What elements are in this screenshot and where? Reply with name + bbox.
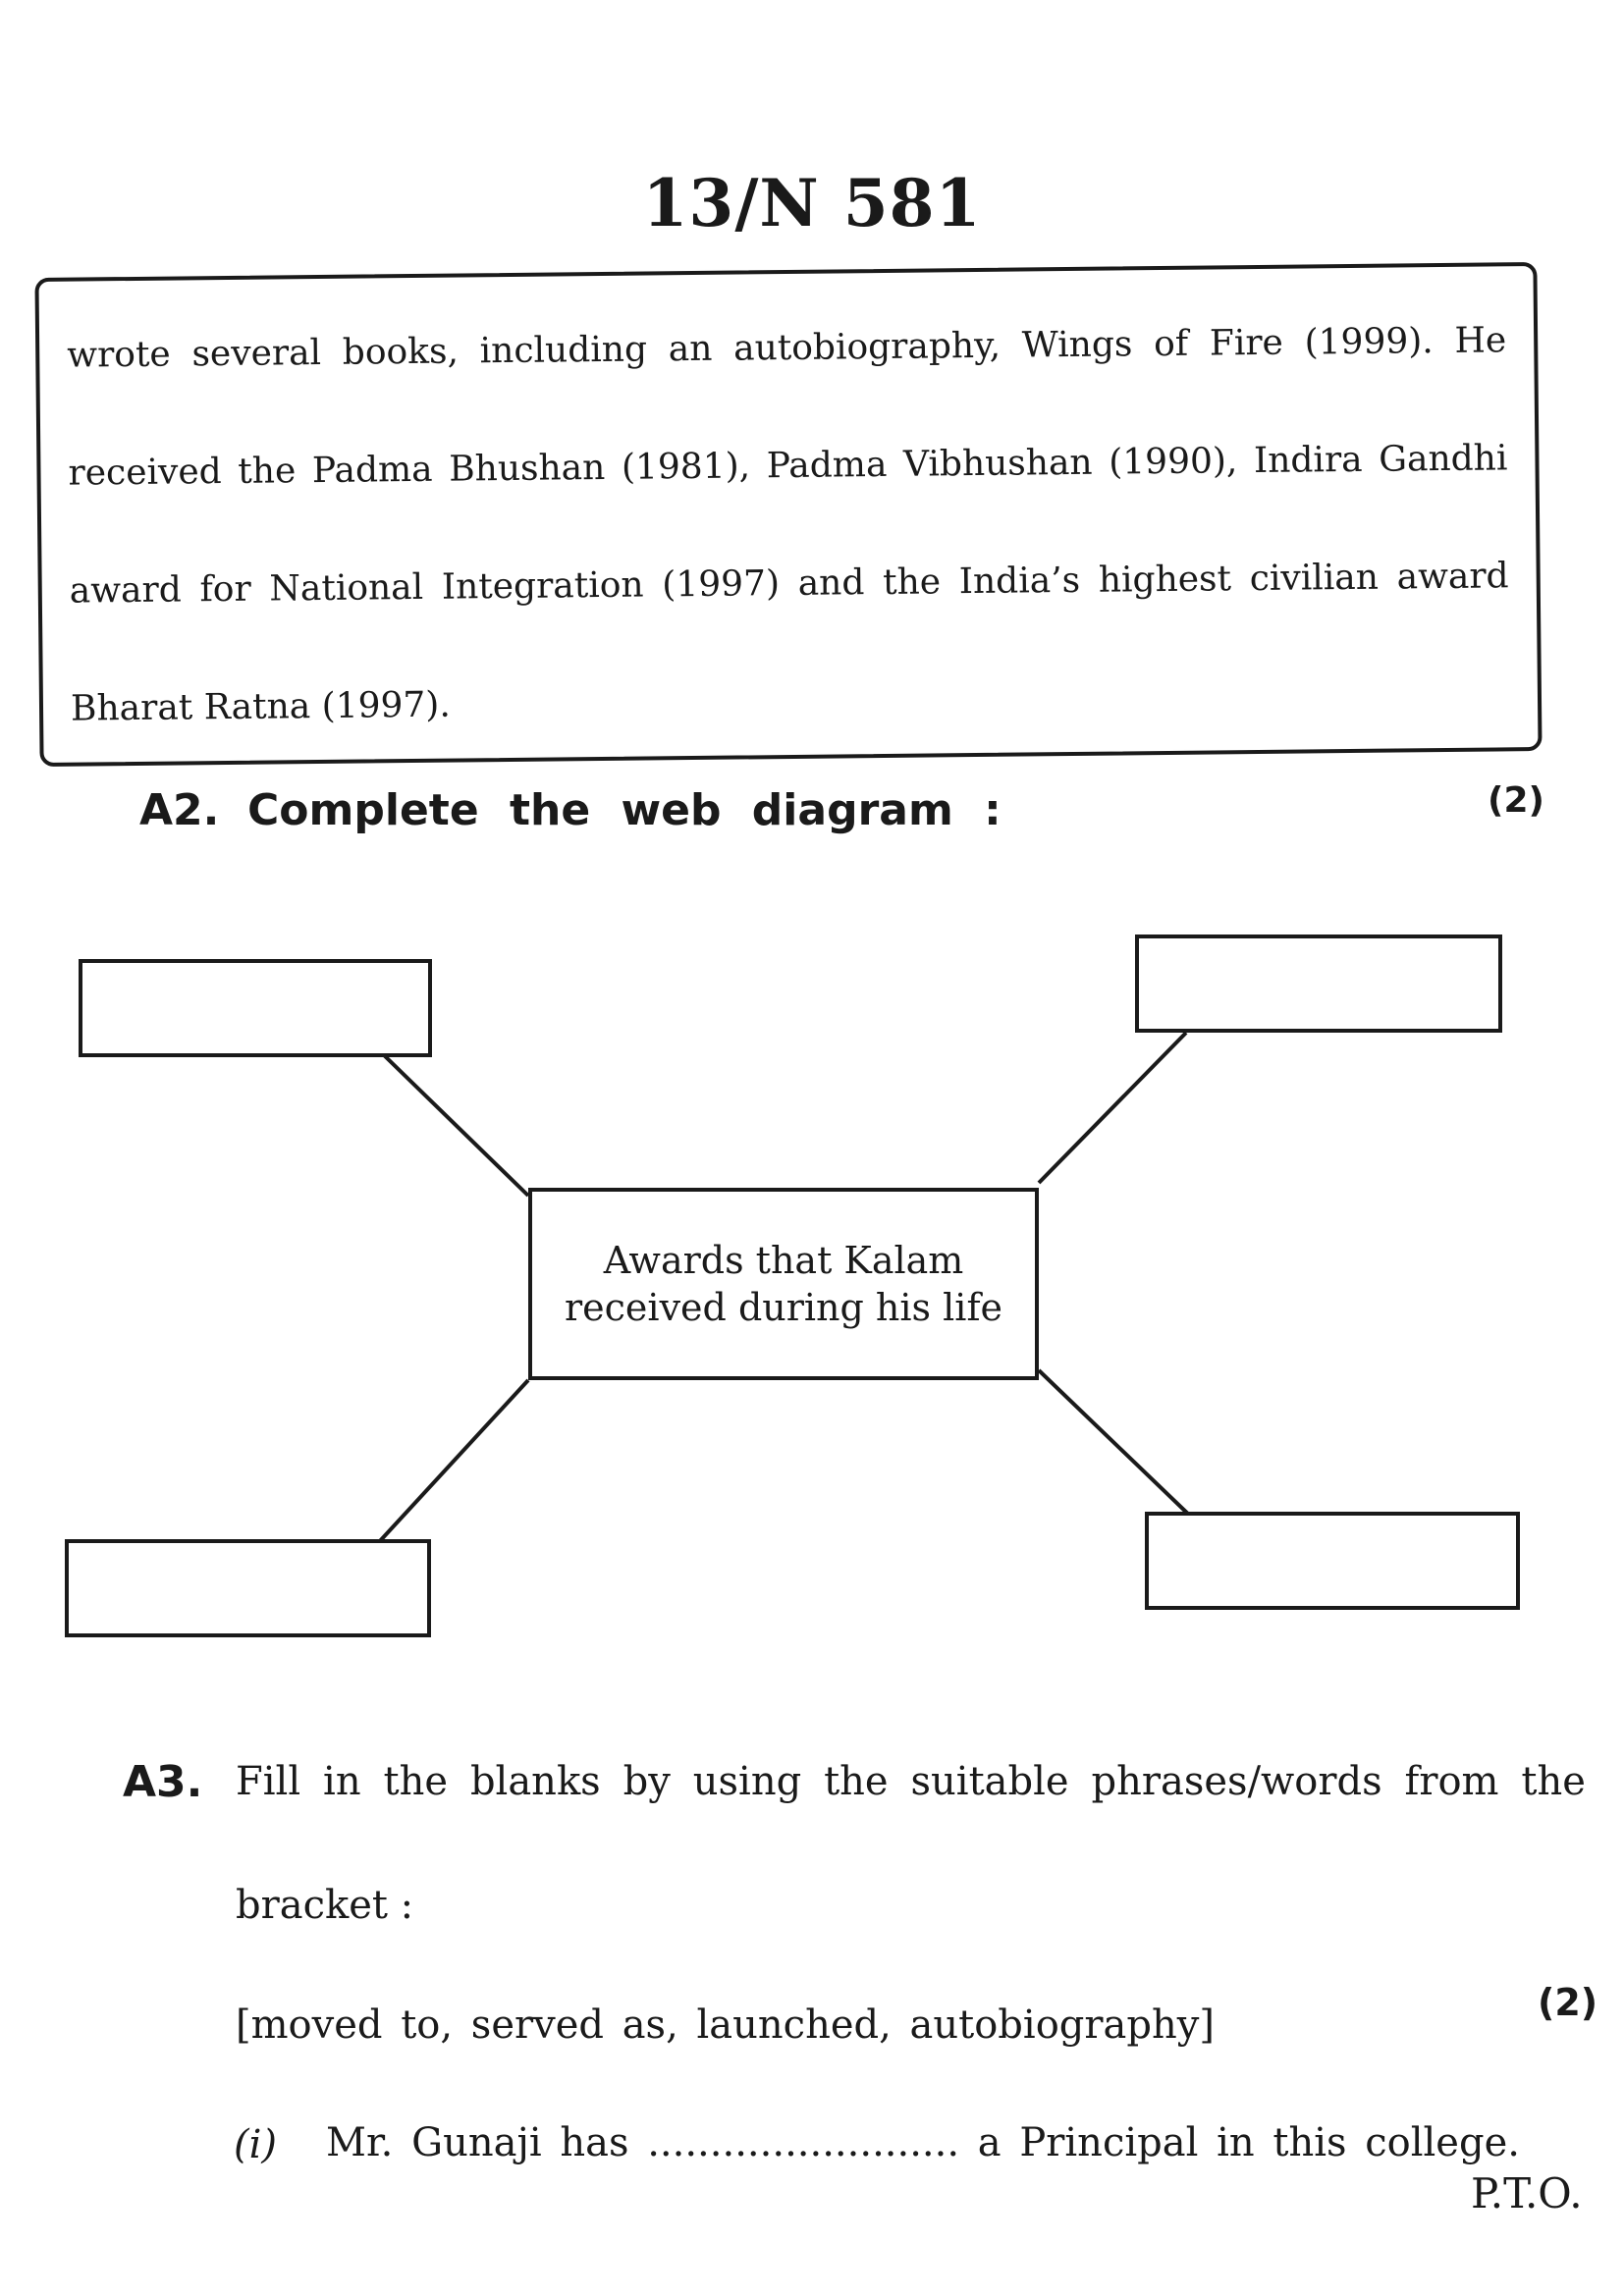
passage-box xyxy=(34,262,1542,767)
question-word: suitable xyxy=(910,1759,1069,1804)
connector-top-right xyxy=(1039,1033,1186,1183)
question-word: using xyxy=(692,1759,802,1804)
please-turn-over: P.T.O. xyxy=(1471,2169,1583,2217)
passage-word: several xyxy=(191,332,322,375)
word-bank-options: [moved to, served as, launched, autobiography] xyxy=(236,2002,1215,2048)
passage-word: He xyxy=(1454,320,1507,361)
passage-word: for xyxy=(199,568,251,611)
passage-word: including xyxy=(479,329,648,372)
center-node-line-2: received during his life xyxy=(565,1286,1002,1329)
passage-word: civilian xyxy=(1249,557,1380,600)
question-a3-text-line-1 xyxy=(236,1759,1586,1804)
question-word: blanks xyxy=(469,1759,601,1804)
passage-word: of xyxy=(1153,323,1189,365)
question-word: Fill xyxy=(236,1759,301,1804)
question-a2-marks: (2) xyxy=(1488,780,1544,821)
passage-word: the xyxy=(882,561,942,603)
passage-word: the xyxy=(238,451,297,492)
sub-question-text: Mr. Gunaji has ......................... a Principal in this college. xyxy=(326,2120,1520,2165)
question-a3-marks: (2) xyxy=(1538,1981,1598,2024)
paper-code: 13/N 581 xyxy=(642,165,982,241)
passage-word: Wings xyxy=(1021,324,1133,366)
passage-word: books, xyxy=(342,331,460,373)
passage-word: Fire xyxy=(1209,322,1284,364)
passage-word: India’s xyxy=(958,560,1081,603)
passage-word: (1999). xyxy=(1304,321,1434,363)
question-word: by xyxy=(623,1759,671,1804)
question-word: the xyxy=(383,1759,449,1804)
passage-word: an xyxy=(668,328,713,370)
passage-word: highest xyxy=(1098,559,1232,601)
passage-line-2 xyxy=(68,438,1507,493)
passage-word: Indira xyxy=(1253,439,1363,482)
passage-word: received xyxy=(68,452,222,494)
answer-box-top-right[interactable] xyxy=(1135,934,1502,1033)
connector-bottom-right xyxy=(1039,1370,1193,1519)
passage-word: (1990), xyxy=(1109,441,1238,483)
connector-top-left xyxy=(381,1052,528,1196)
passage-word: (1981), xyxy=(621,446,751,488)
question-word: phrases/words xyxy=(1091,1759,1382,1804)
answer-box-bottom-right[interactable] xyxy=(1145,1512,1520,1610)
passage-line-4: Bharat Ratna (1997). xyxy=(70,684,452,729)
passage-line-3 xyxy=(70,556,1509,611)
web-diagram xyxy=(0,883,1624,1669)
passage-word: award xyxy=(1396,556,1509,598)
passage-word: Bhushan xyxy=(448,447,606,490)
question-a3-text-line-2: bracket : xyxy=(236,1883,414,1928)
question-a2-text: Complete the web diagram : xyxy=(247,785,1001,835)
question-word: in xyxy=(323,1759,361,1804)
passage-word: Gandhi xyxy=(1379,438,1508,480)
passage-word: (1997) xyxy=(662,563,781,606)
passage-word: and xyxy=(797,562,865,604)
answer-box-top-left[interactable] xyxy=(79,959,432,1057)
center-node xyxy=(528,1188,1039,1380)
connector-bottom-left xyxy=(378,1380,528,1543)
passage-word: award xyxy=(69,569,182,612)
question-a2-label: A2. xyxy=(139,785,220,835)
passage-line-1 xyxy=(67,320,1506,375)
question-word: from xyxy=(1404,1759,1499,1804)
passage-word: Integration xyxy=(441,564,644,608)
passage-word: National xyxy=(269,566,424,610)
answer-box-bottom-left[interactable] xyxy=(65,1539,431,1637)
question-word: the xyxy=(1521,1759,1586,1804)
center-node-line-1: Awards that Kalam xyxy=(603,1239,964,1282)
sub-question-number: (i) xyxy=(234,2122,278,2167)
passage-word: Vibhushan xyxy=(902,442,1093,485)
passage-word: wrote xyxy=(67,334,171,376)
passage-word: Padma xyxy=(311,449,433,492)
passage-word: autobiography, xyxy=(732,325,1001,369)
passage-word: Padma xyxy=(766,444,888,487)
question-word: the xyxy=(824,1759,889,1804)
question-a3-label: A3. xyxy=(123,1757,203,1807)
